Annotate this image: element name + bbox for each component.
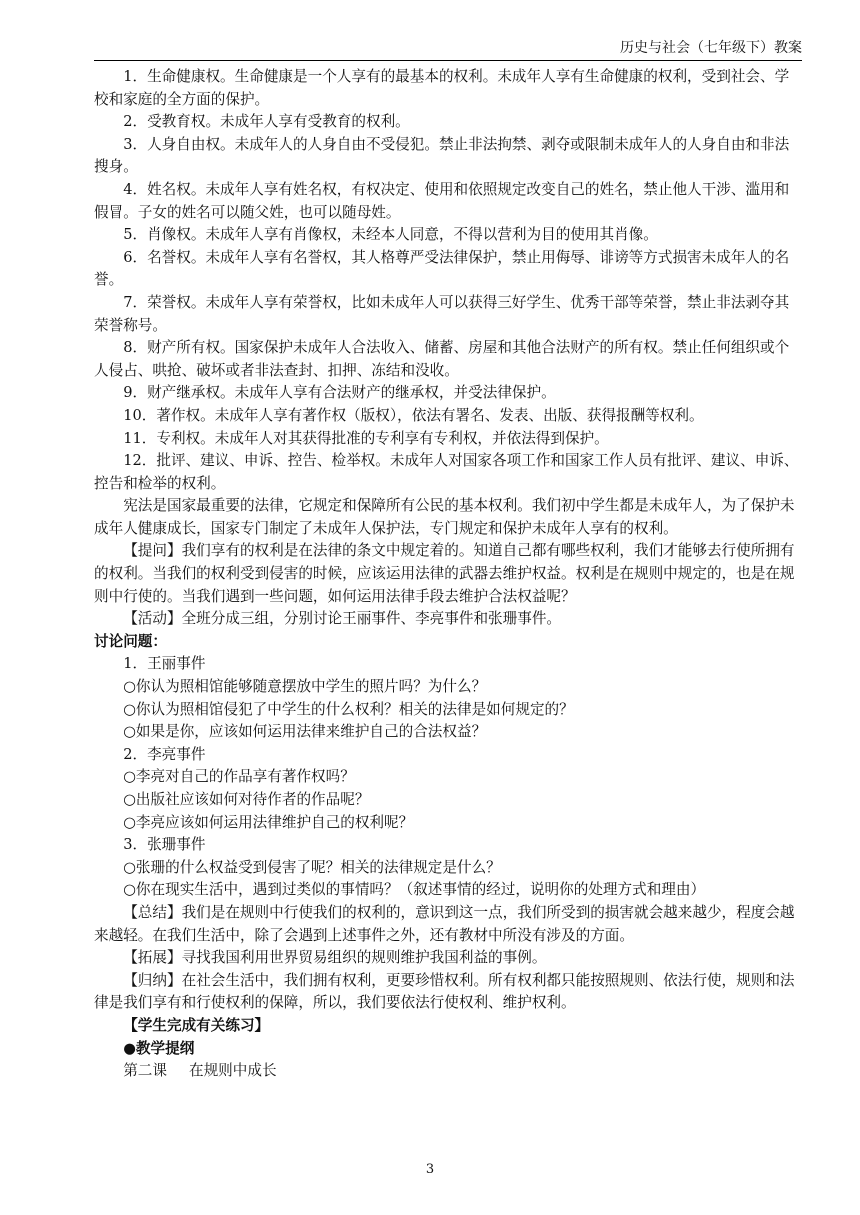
- lesson-title: 在规则中成长: [188, 1062, 277, 1080]
- paragraph-right-honor: 7．荣誉权。未成年人享有荣誉权，比如未成年人可以获得三好学生、优秀干部等荣誉，禁止非法剥夺其荣誉称号。: [94, 293, 790, 334]
- discussion-case-title: 1．王丽事件: [123, 655, 206, 673]
- discussion-question: ○出版社应该如何对待作者的作品呢？: [123, 791, 370, 808]
- paragraph-right-property: 8．财产所有权。国家保护未成年人合法收入、储蓄、房屋和其他合法财产的所有权。禁止任何组织或个人侵占、哄抢、破坏或者非法查封、扣押、冻结和没收。: [94, 339, 790, 379]
- paragraph-conclusion: 【归纳】在社会生活中，我们拥有权利，更要珍惜权利。所有权利都只能按照规则、依法行使，规则和法律是我们享有和行使权利的保障，所以，我们要依法行使权利、维护权利。: [94, 971, 795, 1012]
- paragraph-right-criticism: 12．批评、建议、申诉、控告、检举权。未成年人对国家各项工作和国家工作人员有批评、建议、申诉、控告和检举的权利。: [94, 452, 799, 492]
- outline-heading: ●教学提纲: [123, 1039, 195, 1057]
- discussion-question: ○李亮应该如何运用法律维护自己的权利呢？: [123, 813, 414, 831]
- paragraph-right-inheritance: 9．财产继承权。未成年人享有合法财产的继承权，并受法律保护。: [123, 384, 556, 402]
- document-body: [94, 66, 802, 1083]
- discussion-case-title: 3．张珊事件: [123, 836, 206, 854]
- paragraph-extension: 【拓展】寻找我国利用世界贸易组织的规则维护我国利益的事例。: [123, 949, 547, 967]
- paragraph-summary: 【总结】我们是在规则中行使我们的权利的，意识到这一点，我们所受到的损害就会越来越少，程度会越来越轻。在我们生活中，除了会遇到上述事件之外，还有教材中所没有涉及的方面。: [94, 903, 795, 944]
- discussion-question: ○你认为照相馆侵犯了中学生的什么权利？相关的法律是如何规定的？: [123, 700, 574, 718]
- paragraph-right-copyright: 10．著作权。未成年人享有著作权（版权），依法有署名、发表、出版、获得报酬等权利。: [123, 406, 704, 424]
- paragraph-question: 【提问】我们享有的权利是在法律的条文中规定着的。知道自己都有哪些权利，我们才能够去行使所拥有的权利。当我们的权利受到侵害的时候，应该运用法律的武器去维护权益。权利是在规则中规定的，也是在规则中行使的。当我们遇到一些问题，如何运用法律手段去维护合法权益呢？: [94, 542, 795, 605]
- discussion-question: ○张珊的什么权益受到侵害了呢？相关的法律规定是什么？: [123, 858, 501, 876]
- lesson-line: [94, 1060, 802, 1083]
- discussion-case-title: 2．李亮事件: [123, 745, 206, 763]
- exercise-note: 【学生完成有关练习】: [123, 1016, 270, 1034]
- paragraph-right-life-health: 1．生命健康权。生命健康是一个人享有的最基本的权利。未成年人享有生命健康的权利，受到社会、学校和家庭的全方面的保护。: [94, 68, 790, 108]
- paragraph-right-personal-freedom: 3．人身自由权。未成年人的人身自由不受侵犯。禁止非法拘禁、剥夺或限制未成年人的人身自由和非法搜身。: [94, 135, 790, 176]
- lesson-number: 第二课: [123, 1062, 167, 1080]
- discussion-question: ○你认为照相馆能够随意摆放中学生的照片吗？为什么？: [123, 678, 487, 696]
- discussion-question: ○如果是你，应该如何运用法律来维护自己的合法权益？: [123, 723, 487, 741]
- discussion-heading: 讨论问题：: [94, 632, 167, 650]
- discussion-question: ○你在现实生活中，遇到过类似的事情吗？（叙述事情的经过，说明你的处理方式和理由）: [123, 881, 706, 899]
- paragraph-constitution: 宪法是国家最重要的法律，它规定和保障所有公民的基本权利。我们初中学生都是未成年人，为了保护未成年人健康成长，国家专门制定了未成年人保护法，专门规定和保护未成年人享有的权利。: [94, 497, 795, 537]
- paragraph-right-name: 4．姓名权。未成年人享有姓名权，有权决定、使用和依照规定改变自己的姓名，禁止他人干涉、滥用和假冒。子女的姓名可以随父姓，也可以随母姓。: [94, 180, 790, 221]
- paragraph-right-reputation: 6．名誉权。未成年人享有名誉权，其人格尊严受法律保护，禁止用侮辱、诽谤等方式损害未成年人的名誉。: [94, 248, 790, 289]
- header-divider: [94, 60, 802, 61]
- paragraph-right-portrait: 5．肖像权。未成年人享有肖像权，未经本人同意，不得以营利为目的使用其肖像。: [123, 226, 658, 244]
- page-number: 3: [425, 1162, 435, 1177]
- paragraph-right-patent: 11．专利权。未成年人对其获得批准的专利享有专利权，并依法得到保护。: [123, 429, 609, 447]
- discussion-question: ○李亮对自己的作品享有著作权吗？: [123, 768, 355, 786]
- paragraph-right-education: 2．受教育权。未成年人享有受教育的权利。: [123, 113, 410, 131]
- paragraph-activity: 【活动】全班分成三组，分别讨论王丽事件、李亮事件和张珊事件。: [123, 610, 562, 628]
- page-header: 历史与社会（七年级下）教案: [620, 40, 802, 56]
